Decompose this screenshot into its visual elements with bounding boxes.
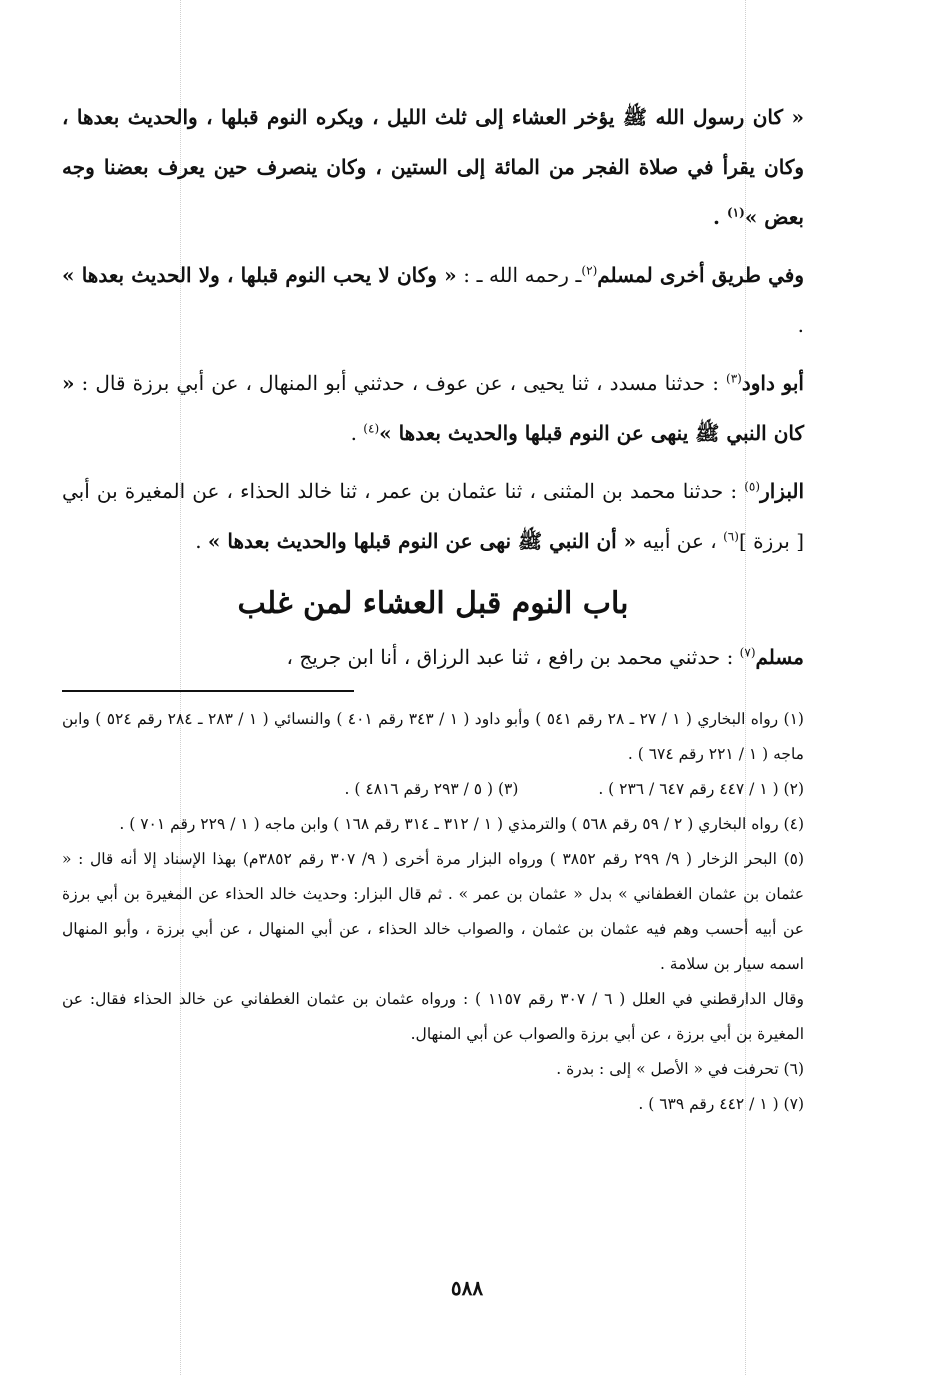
footnote-5-continued: وقال الدارقطني في العلل ( ٦ / ٣٠٧ رقم ١١٥٧ ) : ورواه عثمان بن عثمان الغطفاني عن خالد الحذاء فقال: عن المغيرة بن أبي برزة ، عن أبي برزة والصواب عن أبي المنهال. xyxy=(62,990,804,1043)
paragraph-5 xyxy=(62,632,804,682)
footnote-ref: (٧) xyxy=(739,645,756,660)
punctuation: . xyxy=(797,313,804,337)
narrator: البزار xyxy=(760,479,804,503)
hadith-quote: « كان رسول الله ﷺ يؤخر العشاء إلى ثلث الليل ، ويكره النوم قبلها ، والحديث بعدها ، وكان يقرأ في صلاة الفجر من المائة إلى الستين ، وكان ينصرف حين يعرف بعضنا وجه بعض » xyxy=(62,105,804,229)
hadith-quote: « أن النبي ﷺ نهى عن النوم قبلها والحديث بعدها » xyxy=(207,529,637,553)
footnote-ref: (٤) xyxy=(363,421,380,436)
footnote-ref: (١) xyxy=(726,205,745,220)
narrator: مسلم xyxy=(755,645,804,669)
footnote-ref: (٥) xyxy=(744,479,761,494)
page-body xyxy=(62,92,804,1122)
footnote-5: (٥) البحر الزخار ( ٩/ ٢٩٩ رقم ٣٨٥٢ ) ورواه البزار مرة أخرى ( ٩/ ٣٠٧ رقم ٣٨٥٢م) بهذا الإسناد إلا أنه قال : « عثمان بن عثمان الغطفاني » بدل « عثمان بن عمر » . ثم قال البزار: وحديث خالد الحذاء عن المغيرة بن أبي برزة عن أبيه أحسب وهم فيه عثمان بن عثمان ، والصواب خالد الحذاء ، عن أبي المنهال ، عن أبي برزة ، وأبو المنهال اسمه سيار بن سلامة . xyxy=(62,850,805,973)
narrator: وفي طريق أخرى لمسلم xyxy=(597,263,805,287)
footnote-ref: (٦) xyxy=(723,529,739,544)
paragraph-4 xyxy=(62,466,804,566)
paragraph-3 xyxy=(62,358,804,458)
footnote-4: (٤) رواه البخاري ( ٢ / ٥٩ رقم ٥٦٨ ) والترمذي ( ١ / ٣١٢ ـ ٣١٤ رقم ١٦٨ ) وابن ماجه ( ١ / ٢٢٩ رقم ٧٠١ ) . xyxy=(119,815,804,833)
paragraph-1 xyxy=(62,92,804,242)
punctuation: . xyxy=(713,205,727,229)
text: ـ رحمه الله ـ : xyxy=(456,263,582,287)
isnad-text: : حدثنا مسدد ، ثنا يحيى ، عن عوف ، حدثني أبو المنهال ، عن أبي برزة قال : xyxy=(74,371,727,395)
isnad-text: : حدثني محمد بن رافع ، ثنا عبد الرزاق ، أنا ابن جريج ، xyxy=(286,645,740,669)
paragraph-2 xyxy=(62,250,804,350)
section-heading: باب النوم قبل العشاء لمن غلب xyxy=(237,586,629,621)
isnad-text: ، عن أبيه xyxy=(636,529,724,553)
footnote-divider xyxy=(62,690,354,692)
hadith-quote: « وكان لا يحب النوم قبلها ، ولا الحديث بعدها » xyxy=(62,263,457,287)
hadith-quote: « كان النبي ﷺ ينهى عن النوم قبلها والحديث بعدها » xyxy=(62,371,804,445)
footnote-1: (١) رواه البخاري ( ١ / ٢٧ ـ ٢٨ رقم ٥٤١ ) وأبو داود ( ١ / ٣٤٣ رقم ٤٠١ ) والنسائي ( ١ / ٢٨٣ ـ ٢٨٤ رقم ٥٢٤ ) وابن ماجه ( ١ / ٢٢١ رقم ٦٧٤ ) . xyxy=(62,710,804,763)
footnote-2-3 xyxy=(62,772,804,807)
footnote-3: (٣) ( ٥ / ٢٩٣ رقم ٤٨١٦ ) . xyxy=(344,780,519,798)
isnad-text: : حدثنا محمد بن المثنى ، ثنا عثمان بن عمر ، ثنا خالد الحذاء ، عن المغيرة بن أبي [ برزة ] xyxy=(62,479,804,553)
page-number: ٥٨٨ xyxy=(450,1276,484,1300)
footnote-ref: (٢) xyxy=(581,263,598,278)
punctuation: . xyxy=(195,529,208,553)
punctuation: . xyxy=(350,421,364,445)
footnote-6: (٦) تحرفت في « الأصل » إلى : بدرة . xyxy=(556,1060,804,1078)
footnotes xyxy=(62,702,804,1122)
footnote-7: (٧) ( ١ / ٤٤٢ رقم ٦٣٩ ) . xyxy=(638,1095,804,1113)
footnote-ref: (٣) xyxy=(726,371,742,386)
footnote-2: (٢) ( ١ / ٤٤٧ رقم ٦٤٧ / ٢٣٦ ) . xyxy=(598,780,804,798)
narrator: أبو داود xyxy=(741,371,804,395)
